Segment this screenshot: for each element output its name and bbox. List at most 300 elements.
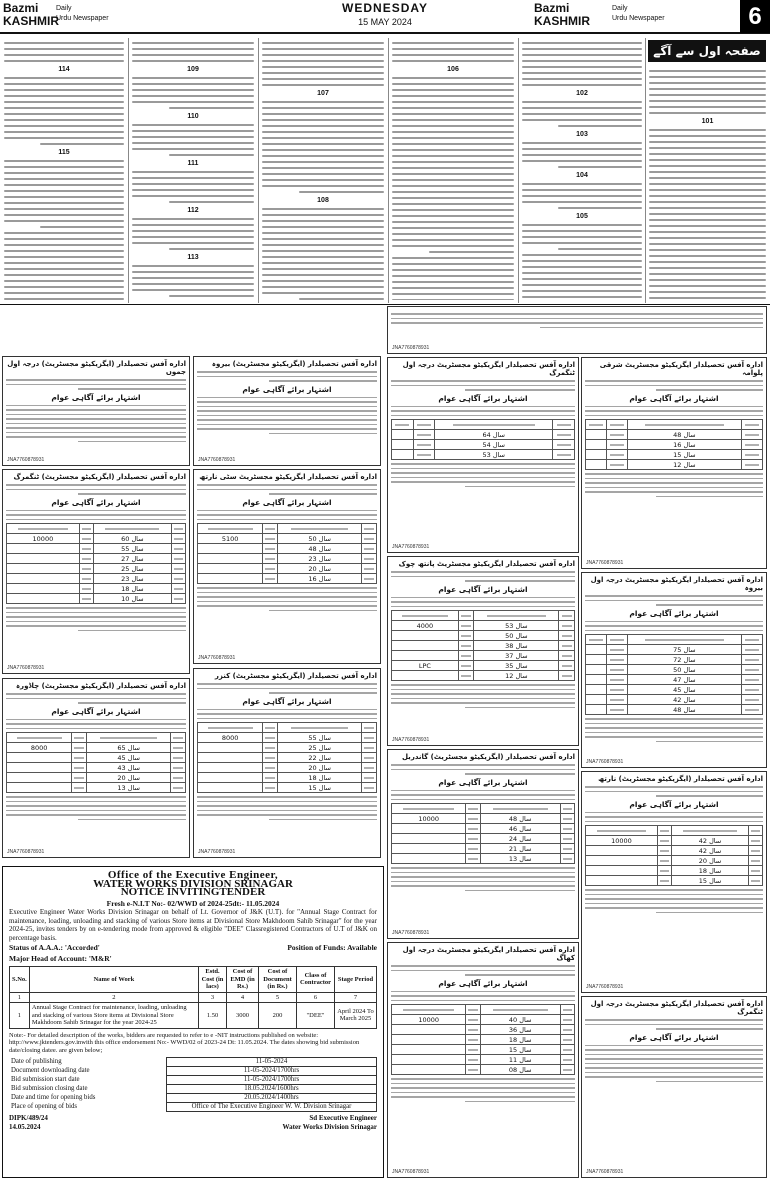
text-line [522,66,642,68]
text-line [522,195,642,197]
text-line [392,161,514,163]
text-line [197,401,377,403]
text-line [6,510,186,512]
age-cell: 48 سال [278,544,361,554]
name-cell [361,733,376,743]
text-line [197,810,377,812]
table-header-cell [79,524,93,534]
text-line [197,514,377,516]
text-line [6,409,186,411]
text-line [169,154,254,156]
article-number: 112 [187,207,199,214]
age-cell: 48 سال [627,430,742,440]
notice-heading: اشتہار برائے آگاہی عوام [438,393,528,403]
age-cell: 60 سال [93,534,171,544]
text-line [391,790,575,792]
text-line [392,239,514,241]
text-line [522,189,642,191]
date-label: Bid submission closing date [11,1085,88,1093]
table-row [586,856,763,866]
text-line [262,84,384,86]
text-line [649,82,766,84]
name-cell [171,564,185,574]
text-line [4,48,124,50]
text-line [197,406,377,408]
heirs-table [197,722,377,793]
text-line [465,1101,575,1103]
table-header-cell [559,611,575,621]
income-cell [198,773,263,783]
age-cell: 18 سال [278,773,361,783]
text-line [649,189,766,191]
table-row [392,621,575,631]
table-row [392,450,575,460]
text-line [262,208,384,210]
article-number: 107 [317,90,329,97]
text-line [4,125,124,127]
text-line [197,424,377,426]
left-sub-line1: Daily [56,5,72,12]
age-cell: 15 سال [278,783,361,793]
text-line [392,293,514,295]
name-cell [559,631,575,641]
heirs-table [585,825,763,886]
age-cell: 55 سال [278,733,361,743]
text-line [4,54,124,56]
article-column-3 [262,38,384,300]
text-line [6,418,186,420]
text-line [522,284,642,286]
name-cell [560,814,575,824]
notice-13 [387,942,579,1178]
text-line [558,166,642,168]
article-number: 106 [447,66,459,73]
text-line [197,814,377,816]
tender-office: Office of the Executive Engineer, [107,869,279,881]
col-number: 2 [29,992,198,1003]
occupation-cell [458,651,473,661]
notice-heading: اشتہار برائے آگاہی عوام [629,1032,719,1042]
income-cell [198,763,263,773]
text-line [391,794,575,796]
age-cell: 15 سال [480,1045,560,1055]
text-line [6,405,186,407]
text-line [649,267,766,269]
text-line [4,178,124,180]
text-line [4,238,124,240]
text-line [4,280,124,282]
name-cell [553,450,575,460]
text-line [465,580,575,582]
notice-heading: اشتہار برائے آگاہی عوام [438,584,528,594]
date-label: Date of publishing [11,1058,62,1066]
text-line [522,60,642,62]
name-cell [171,554,185,564]
article-number: 110 [187,113,199,120]
name-cell [560,1055,575,1065]
work-document-cost: 200 [259,1003,297,1029]
text-line [6,625,186,627]
text-line [522,154,642,156]
text-line [197,805,377,807]
text-line [262,149,384,151]
text-line [392,95,514,97]
age-cell: 24 سال [480,834,560,844]
table-row [586,440,763,450]
text-line [585,1045,763,1047]
age-cell: 20 سال [671,856,748,866]
text-line [4,119,124,121]
income-cell [586,705,607,715]
tender-footer [9,1114,377,1131]
occupation-cell [657,866,671,876]
notice-jn: JNA7760878931 [198,849,236,855]
notice-jn: JNA7760878931 [392,737,430,743]
text-line [649,285,766,287]
table-header-cell [586,826,658,836]
income-cell [7,594,80,604]
tender-col-period: Stage Period [335,967,377,993]
occupation-cell [79,594,93,604]
text-line [391,702,575,704]
text-line [197,683,377,685]
text-line [391,684,575,686]
text-line [656,1081,763,1083]
notice-title: اداره آفس تحصیلدار ایگزیکیٹو مجسٹریٹ سٹی نارتھ [199,473,377,481]
dipk-block [9,1114,48,1131]
income-cell [392,1035,466,1045]
text-line [269,380,377,382]
text-line [522,290,642,292]
notice-heading: اشتہار برائے آگاہی عوام [242,497,332,507]
income-cell [586,856,658,866]
text-line [392,137,514,139]
text-line [656,604,763,606]
text-line [4,89,124,91]
text-line [649,112,766,114]
age-cell: 53 سال [435,450,553,460]
table-row [586,460,763,470]
name-cell [559,661,575,671]
text-line [6,693,186,695]
table-header-cell [413,420,435,430]
text-line [392,173,514,175]
issue-date-text: 15 MAY 2024 [358,17,412,27]
text-line [649,231,766,233]
text-line [197,688,377,690]
income-cell [392,631,459,641]
text-line [392,48,514,50]
age-cell: 72 سال [627,655,742,665]
income-cell: 10000 [392,814,466,824]
text-line [132,130,254,132]
text-line [197,796,377,798]
text-line [132,289,254,291]
text-line [392,131,514,133]
income-cell [392,834,466,844]
text-line [392,233,514,235]
text-line [465,389,575,391]
text-line [391,885,575,887]
text-line [197,376,377,378]
text-line [269,692,377,694]
income-cell [586,440,607,450]
text-line [262,101,384,103]
text-line [585,1024,763,1026]
text-line [4,83,124,85]
tender-division: WATER WORKS DIVISION SRINAGAR [93,877,293,890]
table-row [198,554,377,564]
table-row [392,661,575,671]
age-cell: 50 سال [474,631,559,641]
occupation-cell [263,554,278,564]
text-line [649,195,766,197]
text-line [132,171,254,173]
text-line [262,143,384,145]
age-cell: 42 سال [627,695,742,705]
text-line [4,172,124,174]
name-cell [559,621,575,631]
col-number: 1 [10,992,30,1003]
income-cell [586,665,607,675]
notice-heading: اشتہار برائے آگاہی عوام [438,777,528,787]
text-line [132,89,254,91]
age-cell: 55 سال [93,544,171,554]
tender-table [9,966,377,1029]
income-cell [586,430,607,440]
name-cell [171,544,185,554]
text-line [6,519,186,521]
name-cell [742,695,763,705]
income-cell [7,574,80,584]
text-line [4,274,124,276]
occupation-cell [72,773,87,783]
notice-heading: اشتہار برائے آگاہی عوام [629,393,719,403]
notice-jn: JNA7760878931 [586,984,624,990]
tender-number-row [10,992,377,1003]
text-line [4,190,124,192]
table-row [392,1055,575,1065]
text-line [656,496,763,498]
text-line [6,607,186,609]
income-cell [586,685,607,695]
table-header-cell [627,635,742,645]
age-cell: 38 سال [474,641,559,651]
occupation-cell [606,450,627,460]
name-cell [742,460,763,470]
text-line [40,226,124,228]
text-line [262,226,384,228]
age-cell: 20 سال [278,564,361,574]
name-cell [742,655,763,665]
text-line [391,965,575,967]
date-row [9,1076,377,1085]
text-line [391,601,575,603]
text-line [392,149,514,151]
income-cell [198,554,263,564]
notice-title: اداره آفس تحصیلدار ایگزیکیٹو مجسٹریٹ پانتھ چوک [398,560,575,568]
text-line [262,274,384,276]
text-line [262,66,384,68]
text-line [585,1058,763,1060]
article-number: 101 [701,118,714,125]
occupation-cell [657,836,671,846]
occupation-cell [657,876,671,886]
tender-note: Note:- For detailed description of the works, bidders are requested to refer to e -NIT instructions published on website: http://www.jktenders.gov.inwith this office endorsement No:- WWD/02 of 2023-24 Dt: 11.05.2024. The dates showing bid submission date/closing datee. are given below; [9,1031,360,1054]
text-line [522,142,642,144]
text-line [392,197,514,199]
notice-11 [387,749,579,939]
heirs-table [585,634,763,715]
text-line [4,262,124,264]
age-cell: 42 سال [671,846,748,856]
text-line [392,275,514,277]
text-line [392,42,514,44]
text-line [392,215,514,217]
date-row [9,1085,377,1094]
table-row [586,866,763,876]
age-cell: 21 سال [480,844,560,854]
occupation-cell [606,685,627,695]
table-row [198,773,377,783]
date-row [9,1058,377,1067]
text-line [391,385,575,387]
table-row [586,655,763,665]
text-line [132,83,254,85]
notice-2 [193,356,381,466]
article-number: 109 [187,66,199,73]
name-cell [742,450,763,460]
text-line [522,119,642,121]
notice-title: اداره آفس تحصیلدار (ایگزیکیٹو مجسٹریٹ) چاڈورہ [15,682,186,690]
text-line [649,207,766,209]
occupation-cell [79,554,93,564]
notice-jn: JNA7760878931 [198,457,236,463]
text-line [585,898,763,900]
income-cell [586,876,658,886]
name-cell [742,665,763,675]
occupation-cell [458,621,473,631]
tender-col-class: Class of Contractor [297,967,335,993]
heirs-table [391,1004,575,1075]
age-cell: 53 سال [474,621,559,631]
text-line [269,819,377,821]
table-header-cell [458,611,473,621]
text-line [4,214,124,216]
col-number: 6 [297,992,335,1003]
text-line [6,489,186,491]
text-line [169,295,254,297]
occupation-cell [263,753,278,763]
text-line [392,101,514,103]
text-line [132,230,254,232]
work-cost: 1.50 [199,1003,227,1029]
text-line [197,397,377,399]
income-cell [392,430,414,440]
table-row [198,763,377,773]
text-line [78,388,186,390]
text-line [392,281,514,283]
tender-col-document: Cost of Document (in Rs.) [259,967,297,993]
text-line [585,410,763,412]
text-line [649,291,766,293]
table-header-cell [586,635,607,645]
text-line [465,707,575,709]
name-cell [361,564,376,574]
table-header-cell [72,733,87,743]
text-line [132,48,254,50]
text-line [132,60,254,62]
text-line [197,371,377,373]
heirs-table [585,419,763,470]
notice-heading: اشتہار برائے آگاہی عوام [242,696,332,706]
tender-heading: NOTICE INVITINGTENDER [120,886,266,898]
table-row [392,1015,575,1025]
table-header-cell [657,826,671,836]
occupation-cell [263,544,278,554]
age-cell: 45 سال [627,685,742,695]
text-line [391,1087,575,1089]
sign-line2: Water Works Division Srinagar [282,1122,377,1131]
table-row [198,574,377,584]
income-cell [586,450,607,460]
text-line [585,816,763,818]
occupation-cell [263,773,278,783]
text-line [649,135,766,137]
table-row [392,834,575,844]
notice-6 [581,357,767,569]
table-row [7,554,186,564]
notice-8 [2,678,190,858]
table-row [392,1045,575,1055]
text-line [522,236,642,238]
text-line [558,207,642,209]
text-line [132,195,254,197]
date-row [9,1094,377,1103]
text-line [649,159,766,161]
text-line [649,237,766,239]
name-cell [361,783,376,793]
table-header-cell [198,723,263,733]
text-line [4,137,124,139]
left-brand [3,2,59,28]
notice-jn: JNA7760878931 [586,560,624,566]
tender-col-sno: S.No. [10,967,30,993]
table-row [392,430,575,440]
text-line [262,238,384,240]
text-line [392,257,514,259]
tender-col-emd: Cost of EMD (in Rs.) [227,967,259,993]
text-line [6,801,186,803]
text-line [391,415,575,417]
occupation-cell [458,631,473,641]
income-cell: 10000 [7,534,80,544]
table-header-cell [553,420,575,430]
age-cell: 40 سال [480,1015,560,1025]
name-cell [742,685,763,695]
income-cell [392,450,414,460]
notice-title: اداره آفس تحصیلدار (ایگزیکیٹو مجسٹریٹ) بیروہ [211,360,377,368]
income-cell [392,440,414,450]
occupation-cell [606,430,627,440]
notice-title: اداره آفس تحصیلدار (ایگزیکیٹو مجسٹریٹ) درجہ اول جموں [7,360,186,376]
table-row [586,430,763,440]
text-line [132,236,254,238]
table-row [7,773,186,783]
text-line [6,796,186,798]
text-line [392,227,514,229]
age-cell: 27 سال [93,554,171,564]
